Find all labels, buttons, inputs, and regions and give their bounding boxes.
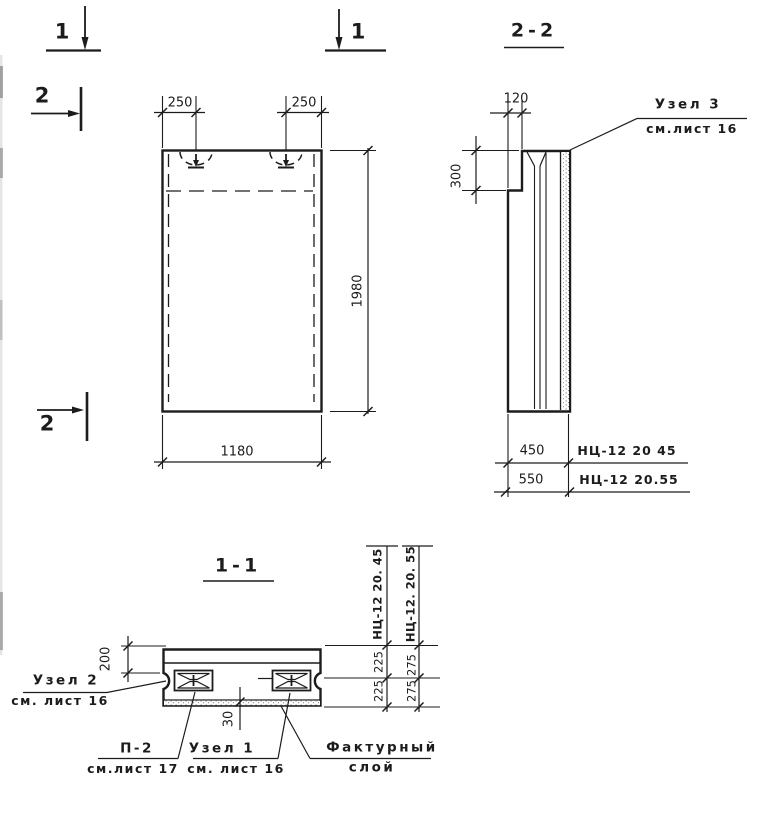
front-view-dimensions bbox=[154, 96, 376, 469]
s22-mark-nc-12-20-55: НЦ-12 20.55 bbox=[579, 471, 679, 487]
section-2-2-title: 2-2 bbox=[510, 19, 558, 42]
front-dim-250-right: 250 bbox=[291, 95, 317, 111]
s22-dim-450: 450 bbox=[519, 443, 545, 459]
cut-marker-2-top-label: 2 bbox=[34, 83, 50, 108]
node2-callout-line2: см. лист 16 bbox=[11, 692, 109, 708]
front-dim-1180: 1180 bbox=[220, 444, 254, 460]
s22-mark-nc-12-20-45: НЦ-12 20 45 bbox=[577, 442, 677, 458]
node3-callout-line2: см.лист 16 bbox=[646, 120, 738, 136]
section-cut-markers bbox=[31, 6, 386, 441]
s11-dim-30: 30 bbox=[221, 710, 237, 728]
s22-dim-550: 550 bbox=[518, 472, 544, 488]
s11-col1-dim-lower: 225 bbox=[371, 680, 386, 702]
front-dim-250-left: 250 bbox=[167, 95, 193, 111]
lifting-loop-right bbox=[270, 152, 302, 168]
s11-col2-mark: НЦ-12. 20. 55 bbox=[403, 545, 418, 643]
keyway-right bbox=[273, 671, 311, 691]
section-2-2-view bbox=[462, 48, 747, 498]
s11-dim-200: 200 bbox=[98, 646, 114, 672]
cut-marker-1-right-label: 1 bbox=[350, 19, 366, 44]
p2-callout-line1: П-2 bbox=[120, 740, 154, 757]
texture-callout-line1: Фактурный bbox=[326, 739, 438, 756]
keyway-left bbox=[175, 671, 213, 691]
p2-callout-line2: см.лист 17 bbox=[87, 760, 179, 776]
s11-col1-dim-upper: 225 bbox=[371, 651, 386, 673]
s11-col2-dim-lower: 275 bbox=[404, 680, 419, 702]
s22-dim-120: 120 bbox=[503, 91, 529, 107]
cut-marker-2-bottom-label: 2 bbox=[39, 411, 55, 436]
cut-marker-1-left-label: 1 bbox=[54, 19, 70, 44]
scan-edge-artifact bbox=[0, 55, 3, 655]
node1-callout-line2: см. лист 16 bbox=[187, 760, 285, 776]
s11-col2-dim-upper: 275 bbox=[404, 654, 419, 676]
node1-callout-line1: Узел 1 bbox=[188, 740, 256, 757]
node2-callout-line1: Узел 2 bbox=[32, 672, 100, 689]
s22-dim-300: 300 bbox=[449, 163, 465, 189]
lifting-loop-left bbox=[180, 152, 212, 168]
section-1-1-title: 1-1 bbox=[214, 554, 262, 577]
front-view-panel bbox=[163, 151, 322, 412]
texture-callout-line2: слой bbox=[348, 759, 396, 776]
s11-col1-mark: НЦ-12 20. 45 bbox=[370, 548, 385, 640]
node3-callout-line1: Узел 3 bbox=[654, 96, 722, 113]
front-dim-1980: 1980 bbox=[350, 274, 366, 308]
